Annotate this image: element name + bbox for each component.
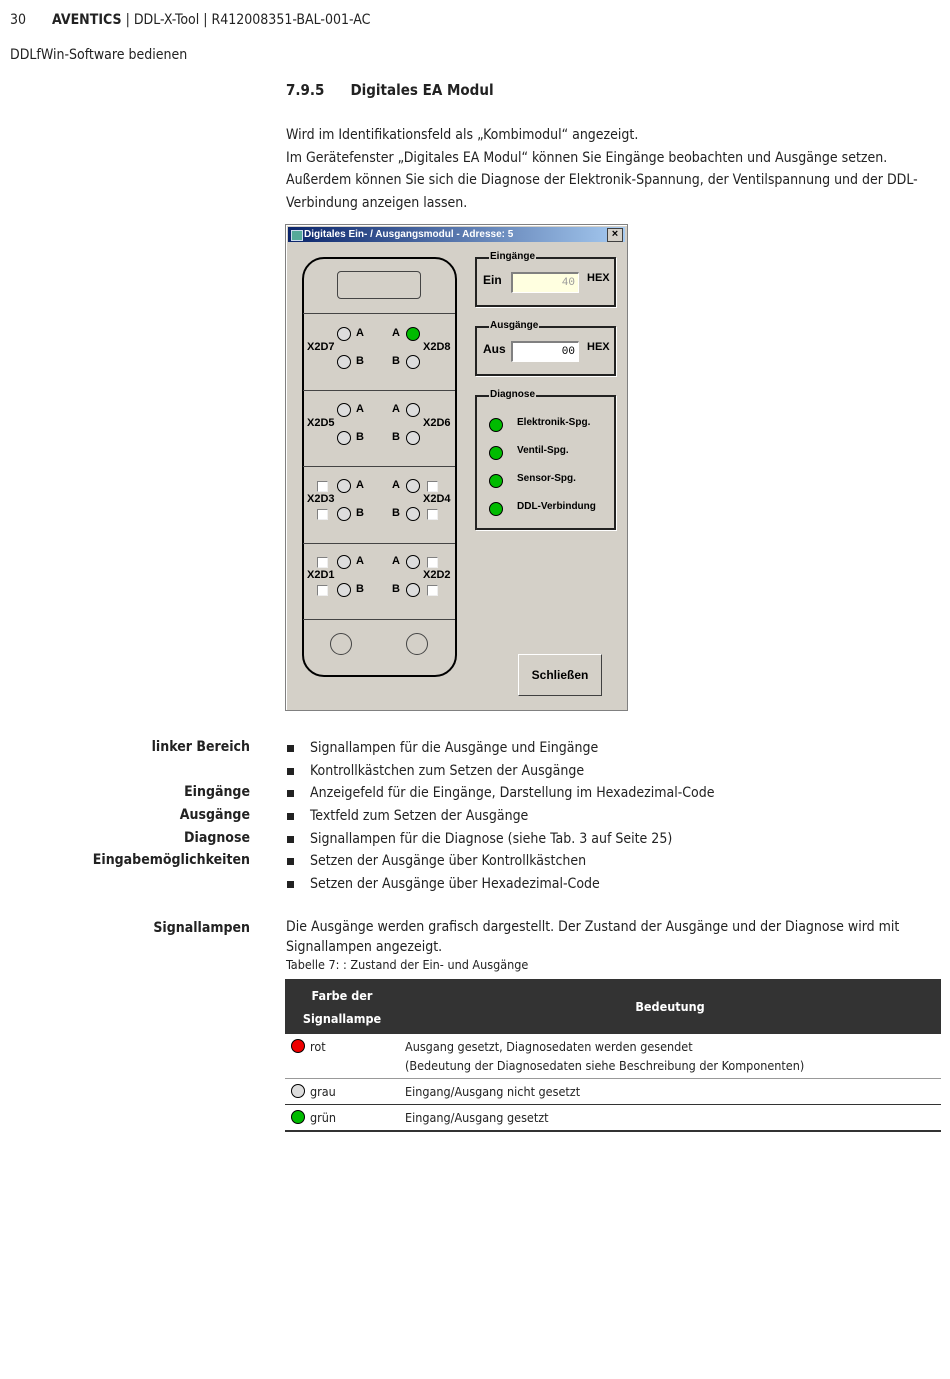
red-lamp-icon xyxy=(291,1039,305,1053)
cell-meaning: Eingang/Ausgang nicht gesetzt xyxy=(399,1079,941,1105)
connector-label: X2D6 xyxy=(423,417,451,429)
signal-text-line: Signallampen angezeigt. xyxy=(286,938,443,955)
module-divider xyxy=(303,313,455,314)
label-a: A xyxy=(392,479,400,491)
grey-led-icon xyxy=(337,403,351,417)
label-signallampen: Signallampen xyxy=(153,920,250,936)
signal-text-line: Die Ausgänge werden grafisch dargestellt. Der Zustand der Ausgänge und der Diagnose wird mit xyxy=(286,919,900,935)
connector-label: X2D4 xyxy=(423,493,451,505)
color-name: grün xyxy=(310,1110,337,1125)
grey-led-icon xyxy=(337,327,351,341)
outputs-label: Aus xyxy=(483,342,506,356)
label-b: B xyxy=(356,507,364,519)
output-checkbox[interactable] xyxy=(427,481,438,492)
label-eingaenge: Eingänge xyxy=(184,784,250,800)
list-item: Anzeigefeld für die Eingänge, Darstellung im Hexadezimal-Code xyxy=(285,782,715,805)
cell-meaning: Eingang/Ausgang gesetzt xyxy=(399,1105,941,1132)
dialog-title: Digitales Ein- / Ausgangsmodul - Adresse: 5 xyxy=(304,229,514,240)
output-checkbox[interactable] xyxy=(317,557,328,568)
meaning-text: Ausgang gesetzt, Diagnosedaten werden gesendet xyxy=(405,1039,693,1054)
cell-meaning xyxy=(399,1034,941,1079)
intro-line: Im Gerätefenster „Digitales EA Modul“ können Sie Eingänge beobachten und Ausgänge setzen. xyxy=(286,149,888,166)
diagnose-item-label: Elektronik-Spg. xyxy=(517,417,591,428)
grey-led-icon xyxy=(337,355,351,369)
feature-list xyxy=(285,737,715,896)
heading-title: Digitales EA Modul xyxy=(350,81,494,99)
list-item: Kontrollkästchen zum Setzen der Ausgänge xyxy=(285,760,715,783)
label-ausgaenge: Ausgänge xyxy=(179,807,250,823)
output-checkbox[interactable] xyxy=(317,585,328,596)
label-a: A xyxy=(392,555,400,567)
col-header-color xyxy=(285,979,399,1034)
label-b: B xyxy=(356,355,364,367)
intro-text xyxy=(286,124,918,215)
grey-led-icon xyxy=(406,555,420,569)
intro-line: Wird im Identifikationsfeld als „Kombimodul“ angezeigt. xyxy=(286,127,639,143)
label-b: B xyxy=(392,507,400,519)
inputs-label: Ein xyxy=(483,273,502,287)
intro-line: Verbindung anzeigen lassen. xyxy=(286,195,468,212)
diagnose-legend: Diagnose xyxy=(490,389,536,400)
cell-color xyxy=(285,1105,399,1132)
output-checkbox[interactable] xyxy=(317,509,328,520)
label-b: B xyxy=(392,355,400,367)
grey-led-icon xyxy=(337,507,351,521)
close-button[interactable]: Schließen xyxy=(518,654,602,696)
connector-label: X2D8 xyxy=(423,341,451,353)
meaning-text: (Bedeutung der Diagnosedaten siehe Beschreibung der Komponenten) xyxy=(405,1058,805,1073)
table-caption: Tabelle 7: : Zustand der Ein- und Ausgänge xyxy=(286,957,529,972)
connector-label: X2D7 xyxy=(307,341,335,353)
output-checkbox[interactable] xyxy=(317,481,328,492)
label-b: B xyxy=(392,583,400,595)
cell-color xyxy=(285,1034,399,1079)
label-eingabemoeglichkeiten: Eingabemöglichkeiten xyxy=(92,852,250,868)
page-number: 30 xyxy=(10,12,27,28)
label-b: B xyxy=(356,583,364,595)
label-a: A xyxy=(356,327,364,339)
grey-led-icon xyxy=(406,507,420,521)
page-header xyxy=(10,12,370,28)
label-a: A xyxy=(356,479,364,491)
connector-label: X2D5 xyxy=(307,417,335,429)
output-checkbox[interactable] xyxy=(427,509,438,520)
label-a: A xyxy=(392,403,400,415)
module-display xyxy=(337,271,421,299)
device-dialog xyxy=(285,224,628,711)
green-lamp-icon xyxy=(291,1110,305,1124)
diagnose-item-label: Sensor-Spg. xyxy=(517,473,576,484)
label-a: A xyxy=(392,327,400,339)
label-b: B xyxy=(392,431,400,443)
module-divider xyxy=(303,619,455,620)
app-icon xyxy=(291,230,303,241)
diagnose-group xyxy=(475,389,616,530)
header-line: Farbe der xyxy=(311,987,373,1003)
connector-label: X2D2 xyxy=(423,569,451,581)
outputs-unit: HEX xyxy=(587,341,610,353)
color-name: grau xyxy=(310,1084,336,1099)
grey-led-icon xyxy=(406,431,420,445)
heading-number: 7.9.5 xyxy=(286,81,325,99)
module-graphic xyxy=(302,257,457,677)
output-checkbox[interactable] xyxy=(427,557,438,568)
outputs-hex-input[interactable]: 00 xyxy=(511,341,579,362)
list-item: Signallampen für die Ausgänge und Eingänge xyxy=(285,737,715,760)
grey-led-icon xyxy=(406,355,420,369)
list-item: Setzen der Ausgänge über Hexadezimal-Code xyxy=(285,873,715,896)
label-b: B xyxy=(356,431,364,443)
grey-led-icon xyxy=(337,479,351,493)
dialog-titlebar xyxy=(288,227,625,242)
doc-id: | DDL-X-Tool | R412008351-BAL-001-AC xyxy=(121,12,371,28)
grey-led-icon xyxy=(406,479,420,493)
label-linker-bereich: linker Bereich xyxy=(151,739,250,755)
section-name: DDLfWin-Software bedienen xyxy=(10,47,188,63)
grey-led-icon xyxy=(337,583,351,597)
label-a: A xyxy=(356,555,364,567)
output-checkbox[interactable] xyxy=(427,585,438,596)
grey-led-icon xyxy=(337,431,351,445)
green-led-icon xyxy=(489,418,503,432)
col-header-meaning: Bedeutung xyxy=(399,979,941,1034)
section-heading xyxy=(286,81,494,99)
module-divider xyxy=(303,543,455,544)
inputs-hex-field: 40 xyxy=(511,272,579,293)
list-item: Textfeld zum Setzen der Ausgänge xyxy=(285,805,715,828)
module-divider xyxy=(303,466,455,467)
close-icon[interactable]: × xyxy=(607,228,623,242)
brand: AVENTICS xyxy=(52,12,122,28)
list-item: Setzen der Ausgänge über Kontrollkästchen xyxy=(285,850,715,873)
green-led-icon xyxy=(489,474,503,488)
label-diagnose: Diagnose xyxy=(184,830,250,846)
green-led-icon xyxy=(489,502,503,516)
signal-lamp-table xyxy=(285,979,941,1132)
outputs-legend: Ausgänge xyxy=(490,320,539,331)
grey-led-icon xyxy=(406,583,420,597)
header-line: Signallampe xyxy=(302,1010,382,1026)
grey-lamp-icon xyxy=(291,1084,305,1098)
table-row xyxy=(285,1079,941,1105)
mount-hole-icon xyxy=(406,633,428,655)
diagnose-item-label: Ventil-Spg. xyxy=(517,445,569,456)
list-item: Signallampen für die Diagnose (siehe Tab. 3 auf Seite 25) xyxy=(285,828,715,851)
diagnose-item-label: DDL-Verbindung xyxy=(517,501,596,512)
signal-text xyxy=(286,916,899,956)
green-led-icon xyxy=(406,327,420,341)
inputs-unit: HEX xyxy=(587,272,610,284)
mount-hole-icon xyxy=(330,633,352,655)
color-name: rot xyxy=(310,1039,326,1054)
grey-led-icon xyxy=(406,403,420,417)
table-row xyxy=(285,1034,941,1079)
connector-label: X2D3 xyxy=(307,493,335,505)
label-a: A xyxy=(356,403,364,415)
inputs-legend: Eingänge xyxy=(490,251,536,262)
inputs-group xyxy=(475,251,616,307)
green-led-icon xyxy=(489,446,503,460)
connector-label: X2D1 xyxy=(307,569,335,581)
table-row xyxy=(285,1105,941,1132)
grey-led-icon xyxy=(337,555,351,569)
cell-color xyxy=(285,1079,399,1105)
outputs-group xyxy=(475,320,616,376)
intro-line: Außerdem können Sie sich die Diagnose der Elektronik-Spannung, der Ventilspannung und der DDL- xyxy=(286,172,918,189)
module-divider xyxy=(303,390,455,391)
